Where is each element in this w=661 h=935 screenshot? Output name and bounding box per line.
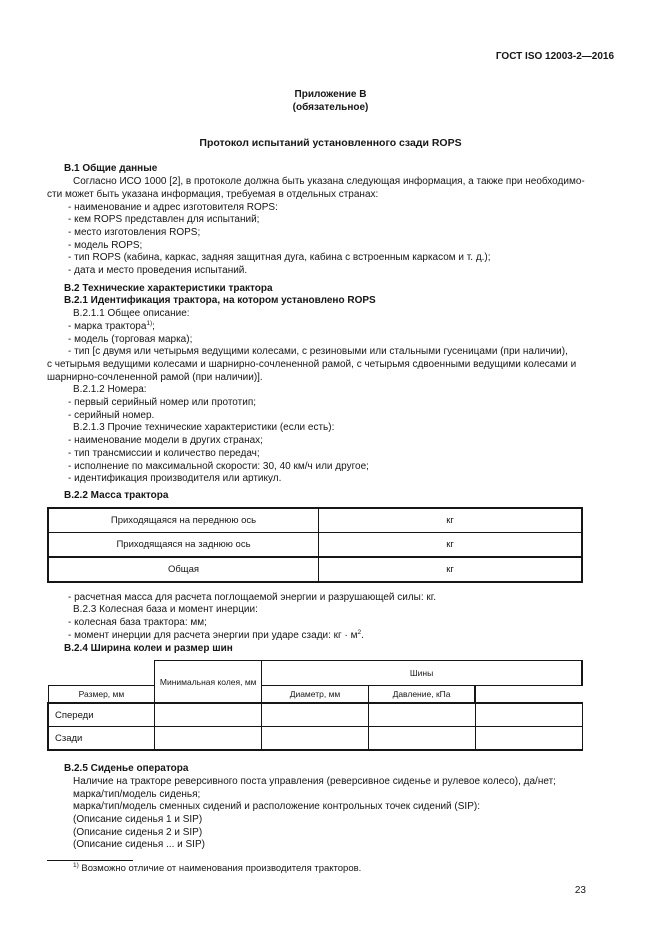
empty-cell: [155, 727, 262, 751]
table-header-row: [48, 661, 582, 686]
mass-row-label: Приходящаяся на переднюю ось: [48, 508, 319, 533]
empty-cell: [262, 727, 369, 751]
tractor-mass-table: [47, 507, 583, 583]
table-row-rear: [48, 727, 582, 751]
b25-line: Наличие на тракторе реверсивного поста управления (реверсивное сиденье и рулевое колесо), да/нет;: [73, 775, 556, 787]
table-row: [48, 508, 582, 533]
footnote-ref-mark: 1): [146, 319, 153, 327]
tyre-diameter-header: Диаметр, мм: [262, 686, 369, 704]
row-label-front: Спереди: [48, 703, 155, 727]
section-b2-heading: В.2 Технические характеристики трактора: [64, 282, 273, 294]
footnote-divider: [47, 860, 133, 861]
b23-list-item: - колесная база трактора: мм;: [68, 617, 207, 629]
page-number: 23: [574, 885, 586, 897]
tyres-group-header: Шины: [262, 661, 582, 686]
empty-cell: [155, 703, 262, 727]
mass-row-label: Общая: [48, 557, 319, 582]
mass-row-unit: кг: [319, 508, 583, 533]
b212-line: В.2.1.2 Номера:: [73, 384, 147, 396]
empty-cell: [262, 703, 369, 727]
b1-list-item: - дата и место проведения испытаний.: [68, 265, 248, 277]
moment-text: - момент инерции для расчета энергии при ударе сзади: кг · м: [68, 629, 358, 641]
table-row: [48, 557, 582, 582]
b25-line: марка/тип/модель сменных сидений и расположение контрольных точек сидений (SIP):: [73, 801, 480, 813]
track-tyre-table: [47, 660, 583, 751]
b1-list-item: - место изготовления ROPS;: [68, 226, 201, 238]
b25-line: марка/тип/модель сиденья;: [73, 788, 201, 800]
b25-line: (Описание сиденья 1 и SIP): [73, 814, 203, 826]
moment-punct: .: [361, 629, 364, 641]
superscript-2: 2: [357, 628, 362, 636]
marka-punct: ;: [152, 320, 155, 332]
doc-code-header: ГОСТ ISO 12003-2—2016: [495, 51, 614, 62]
b1-list-item: - тип ROPS (кабина, каркас, задняя защитная дуга, кабина с встроенным каркасом и т. д.);: [68, 252, 491, 264]
mass-row-unit: кг: [319, 557, 583, 582]
section-b24-heading: В.2.4 Ширина колеи и размер шин: [64, 642, 233, 654]
empty-cell: [475, 727, 582, 751]
section-b1-heading: В.1 Общие данные: [64, 163, 158, 175]
b1-list-item: - модель ROPS;: [68, 239, 143, 251]
section-b23-line: В.2.3 Колесная база и момент инерции:: [73, 604, 258, 616]
row-label-rear: Сзади: [48, 727, 155, 751]
annex-label: Приложение В: [294, 89, 367, 100]
annex-kind: (обязательное): [292, 101, 369, 113]
min-track-header: Минимальная колея, мм: [155, 661, 262, 704]
b1-paragraph-line: сти может быть указана информация, требуемая в отдельных странах:: [47, 188, 379, 200]
empty-corner-cell: [48, 661, 155, 686]
b25-line: (Описание сиденья 2 и SIP): [73, 826, 203, 838]
b21-list-item: - тип [с двумя или четырьмя ведущими колесами, с резиновыми или стальными гусеницами (при наличии),: [68, 346, 568, 358]
b21-list-item: - исполнение по максимальной скорости: 30, 40 км/ч или другое;: [68, 460, 369, 472]
b23-list-item-moment: [47, 630, 614, 643]
section-b25-heading: В.2.5 Сиденье оператора: [64, 763, 189, 775]
empty-cell: [368, 727, 475, 751]
footnote-text: Возможно отличие от наименования производителя тракторов.: [78, 863, 362, 875]
table-subheader-row: [48, 686, 582, 704]
b21-list-item: - модель (торговая марка);: [68, 333, 193, 345]
mass-row-label: Приходящаяся на заднюю ось: [48, 532, 319, 557]
b22-note-line: - расчетная масса для расчета поглощаемой энергии и разрушающей силы: кг.: [68, 591, 437, 603]
b1-list-item: - наименование и адрес изготовителя ROPS:: [68, 201, 278, 213]
b21-list-item: - наименование модели в других странах;: [68, 435, 263, 447]
b1-paragraph-line: Согласно ИСО 1000 [2], в протоколе должна быть указана следующая информация, а также при необходимо-: [73, 176, 585, 188]
b21-list-item-cont: шарнирно-сочлененной рамой (при наличии)].: [47, 371, 263, 383]
b21-list-item: - идентификация производителя или артикул.: [68, 473, 282, 485]
section-b22-heading: В.2.2 Масса трактора: [64, 489, 169, 501]
b21-list-item: - первый серийный номер или прототип;: [68, 397, 257, 409]
b21-list-item-cont: с четырьмя ведущими колесами и шарнирно-сочлененной рамой, с четырьмя сдвоенными ведущими колесами и: [47, 358, 577, 370]
annex-block: [47, 89, 614, 114]
table-row-front: [48, 703, 582, 727]
b25-line: (Описание сиденья ... и SIP): [73, 839, 205, 851]
b21-list-item: - серийный номер.: [68, 409, 155, 421]
page-title: Протокол испытаний установленного сзади ROPS: [199, 137, 462, 150]
b213-line: В.2.1.3 Прочие технические характеристики (если есть):: [73, 422, 335, 434]
tyre-size-header: Размер, мм: [48, 686, 155, 704]
footnote-marker: 1): [73, 862, 79, 870]
marka-text: - марка трактора: [68, 320, 147, 332]
footnote: [47, 863, 614, 875]
table-row: [48, 532, 582, 557]
b21-list-item-marka: [47, 321, 614, 334]
mass-row-unit: кг: [319, 532, 583, 557]
b1-list-item: - кем ROPS представлен для испытаний;: [68, 214, 260, 226]
empty-cell: [368, 703, 475, 727]
section-b21-heading: В.2.1 Идентификация трактора, на котором установлено ROPS: [64, 295, 376, 307]
b21-list-item: - тип трансмиссии и количество передач;: [68, 447, 260, 459]
tyre-pressure-header: Давление, кПа: [368, 686, 475, 704]
b211-line: В.2.1.1 Общее описание:: [73, 308, 190, 320]
empty-cell: [475, 703, 582, 727]
